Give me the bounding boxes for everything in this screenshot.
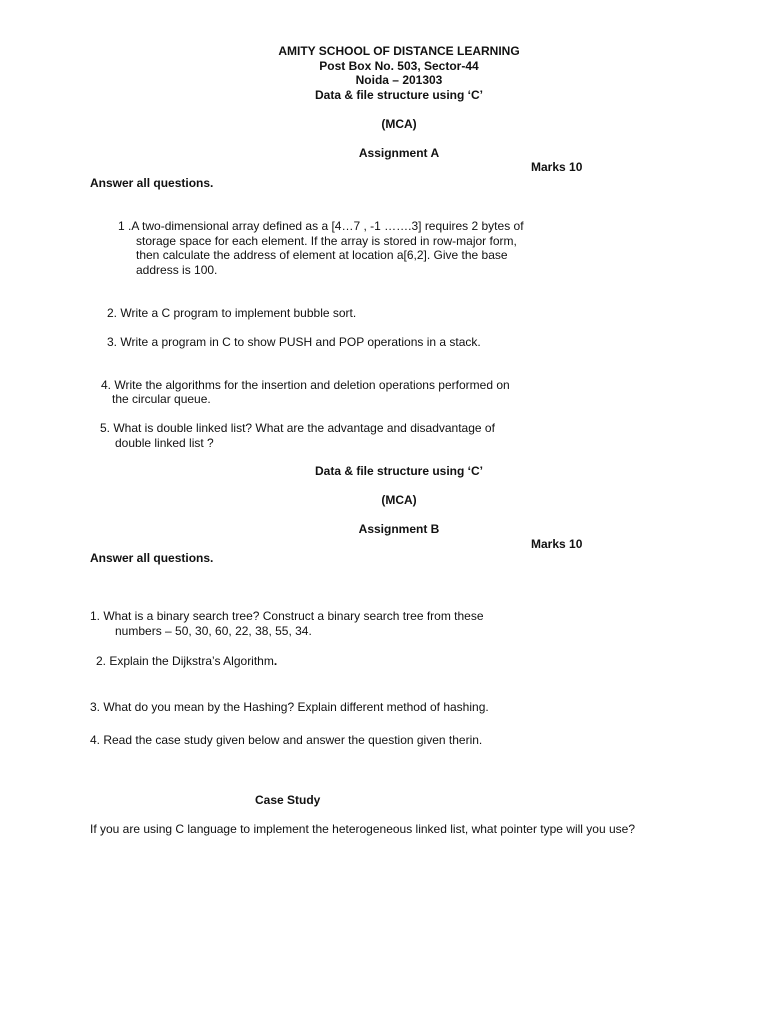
question-line: storage space for each element. If the array is stored in row-major form, <box>136 234 517 248</box>
assignment-b-title: Assignment B <box>358 522 440 536</box>
assignment-b-question-4: 4. Read the case study given below and answer the question given therin. <box>90 733 483 747</box>
question-line: address is 100. <box>136 263 218 277</box>
question-line: numbers – 50, 30, 60, 22, 38, 55, 34. <box>115 624 312 638</box>
question-line: 1 .A two-dimensional array defined as a [4…7 , -1 …….3] requires 2 bytes of <box>118 219 524 233</box>
assignment-b-subject: Data & file structure using ‘C’ <box>314 464 484 478</box>
subject-title: Data & file structure using ‘C’ <box>314 88 484 102</box>
assignment-b-question-2 <box>96 654 277 669</box>
question-line: 5. What is double linked list? What are the advantage and disadvantage of <box>100 421 495 435</box>
city: Noida – 201303 <box>355 73 443 87</box>
program-label: (MCA) <box>381 117 417 131</box>
assignment-a-title: Assignment A <box>358 146 440 160</box>
assignment-a-question-2: 2. Write a C program to implement bubble sort. <box>107 306 357 320</box>
assignment-a-marks: Marks 10 <box>531 160 583 174</box>
post-box: Post Box No. 503, Sector-44 <box>319 59 479 73</box>
question-line: 1. What is a binary search tree? Construct a binary search tree from these <box>90 609 484 623</box>
case-study-text: If you are using C language to implement the heterogeneous linked list, what pointer type will you use? <box>90 822 635 836</box>
question-line: 4. Write the algorithms for the insertion and deletion operations performed on <box>101 378 510 392</box>
assignment-b-question-3: 3. What do you mean by the Hashing? Explain different method of hashing. <box>90 700 489 714</box>
question-line: then calculate the address of element at location a[6,2]. Give the base <box>136 248 508 262</box>
question-period: . <box>273 654 278 668</box>
question-line: the circular queue. <box>112 392 211 406</box>
question-text: 2. Explain the Dijkstra’s Algorithm <box>96 654 274 668</box>
assignment-a-question-3: 3. Write a program in C to show PUSH and POP operations in a stack. <box>107 335 481 349</box>
assignment-b-instruction: Answer all questions. <box>90 551 214 565</box>
assignment-b-marks: Marks 10 <box>531 537 583 551</box>
school-name: AMITY SCHOOL OF DISTANCE LEARNING <box>278 44 520 58</box>
question-line: double linked list ? <box>115 436 214 450</box>
assignment-a-instruction: Answer all questions. <box>90 176 214 190</box>
case-study-title: Case Study <box>255 793 321 807</box>
assignment-b-program: (MCA) <box>381 493 417 507</box>
